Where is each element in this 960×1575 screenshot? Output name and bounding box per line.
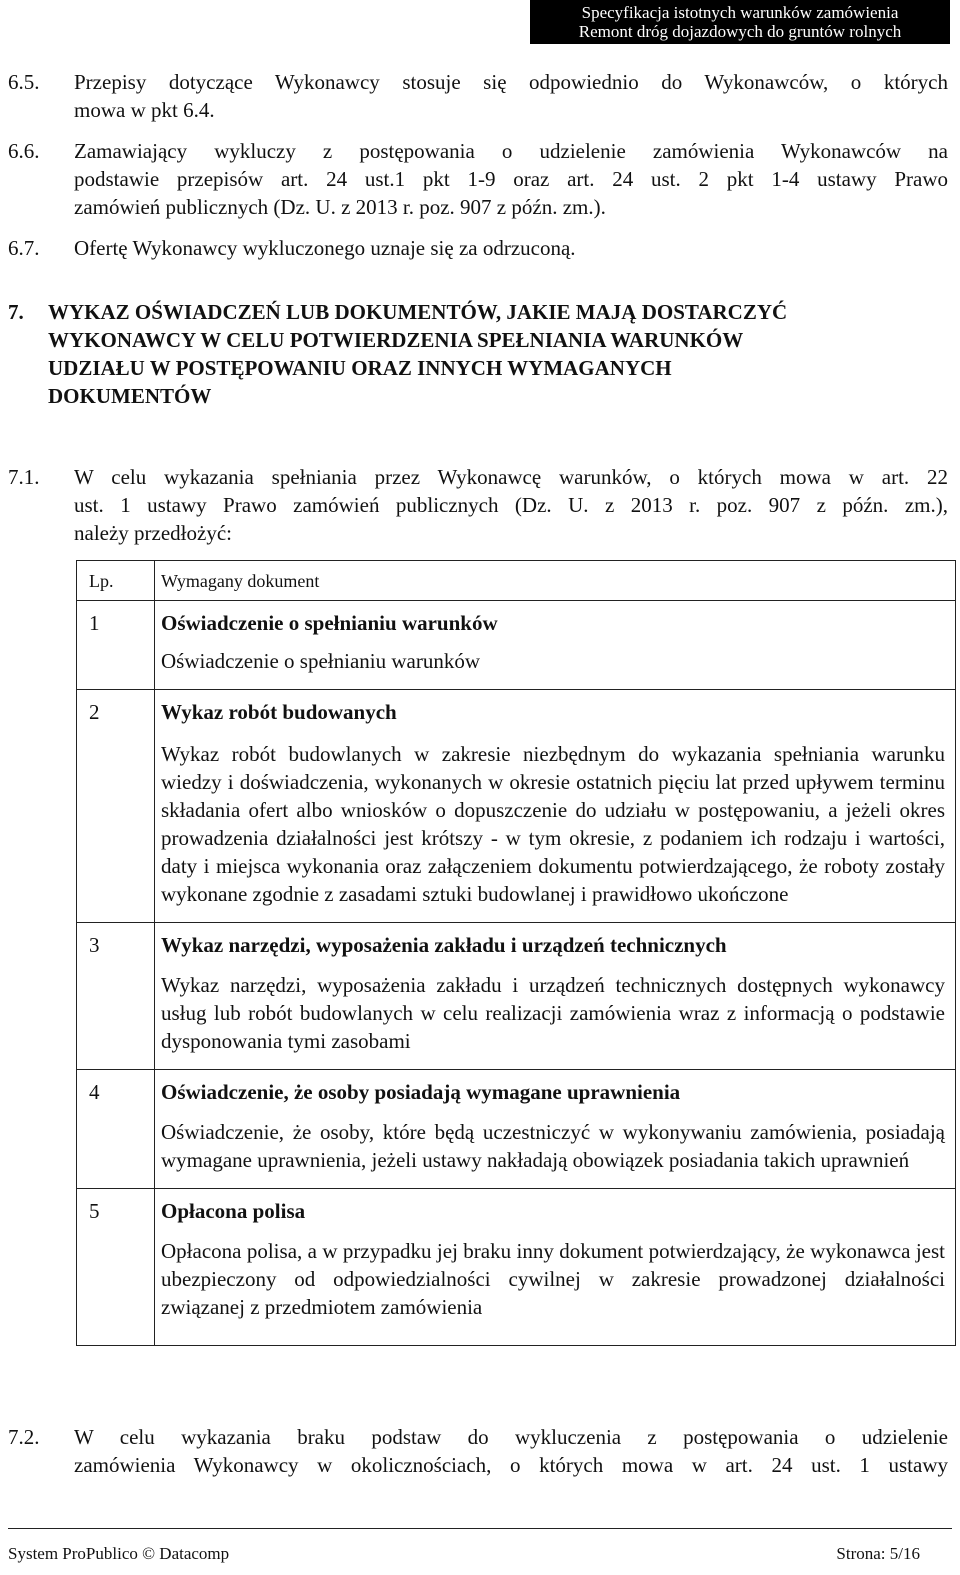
section-6-7 — [8, 234, 948, 262]
header-title: Specyfikacja istotnych warunków zamówienia — [581, 3, 899, 22]
document-description: Oświadczenie o spełnianiu warunków — [161, 649, 480, 673]
row-content — [155, 601, 956, 690]
section-number: 6.6. — [8, 139, 40, 163]
footer-page-number: Strona: 5/16 — [836, 1544, 920, 1563]
section-number: 6.5. — [8, 70, 40, 94]
section-7-heading — [8, 298, 948, 410]
section-text: Ofertę Wykonawcy wykluczonego uznaje się za odrzuconą. — [74, 236, 576, 260]
table-row — [77, 1189, 956, 1346]
section-7-1 — [8, 463, 948, 547]
documents-table — [76, 560, 956, 1346]
table-row — [77, 690, 956, 923]
row-content — [155, 690, 956, 923]
section-text: W celu wykazania spełniania przez Wykonawcę warunków, o których mowa w art. 22 ust. 1 ustawy Prawo zamówień publicznych (Dz. U. z 2013 r. poz. 907 z późn. zm.), należy przedłożyć: — [74, 465, 948, 545]
heading-text: WYKAZ OŚWIADCZEŃ LUB DOKUMENTÓW, JAKIE MAJĄ DOSTARCZYĆ WYKONAWCY W CELU POTWIERDZENIA SPEŁNIANIA WARUNKÓW UDZIAŁU W POSTĘPOWANIU ORAZ INNYCH WYMAGANYCH DOKUMENTÓW — [48, 300, 788, 408]
row-number: 4 — [77, 1070, 155, 1189]
document-description: Wykaz narzędzi, wyposażenia zakładu i urządzeń technicznych dostępnych wykonawcy usług lub robót budowlanych w celu realizacji zamówienia wraz z informacją o podstawie dysponowania tymi zasobami — [161, 973, 945, 1053]
document-description: Oświadczenie, że osoby, które będą uczestniczyć w wykonywaniu zamówienia, posiadają wymagane uprawnienia, jeżeli ustawy nakładają obowiązek posiadania takich uprawnień — [161, 1120, 945, 1172]
page-header — [530, 0, 950, 44]
document-title: Oświadczenie o spełnianiu warunków — [161, 611, 498, 635]
table-row — [77, 923, 956, 1070]
section-text: Przepisy dotyczące Wykonawcy stosuje się odpowiednio do Wykonawców, o których mowa w pkt 6.4. — [74, 70, 948, 122]
section-number: 7. — [8, 300, 24, 324]
row-content — [155, 923, 956, 1070]
section-number: 7.2. — [8, 1425, 40, 1449]
table-header-row — [77, 561, 956, 601]
section-6-6 — [8, 137, 948, 221]
document-description: Opłacona polisa, a w przypadku jej braku inny dokument potwierdzający, że wykonawca jest ubezpieczony od odpowiedzialności cywilnej w zakresie prowadzonej działalności związanej z przedmiotem zamówienia — [161, 1239, 945, 1319]
row-number: 1 — [77, 601, 155, 690]
column-header-document: Wymagany dokument — [155, 561, 956, 601]
row-number: 3 — [77, 923, 155, 1070]
section-number: 7.1. — [8, 465, 40, 489]
document-title: Wykaz robót budowanych — [161, 700, 397, 724]
document-description: Wykaz robót budowlanych w zakresie niezbędnym do wykazania spełniania warunku wiedzy i doświadczenia, wykonanych w okresie ostatnich pięciu lat przed upływem terminu składania ofert albo wniosków o dopuszczenie do udziału w postępowaniu, a jeżeli okres prowadzenia działalności jest krótszy - w tym okresie, z podaniem ich rodzaju i wartości, daty i miejsca wykonania oraz załączeniem dokumentu potwierdzającego, że roboty zostały wykonane zgodnie z zasadami sztuki budowlanej i prawidłowo ukończone — [161, 742, 945, 906]
column-header-lp: Lp. — [77, 561, 155, 601]
row-content — [155, 1070, 956, 1189]
row-number: 2 — [77, 690, 155, 923]
section-text: Zamawiający wykluczy z postępowania o udzielenie zamówienia Wykonawców na podstawie przepisów art. 24 ust.1 pkt 1-9 oraz art. 24 ust. 2 pkt 1-4 ustawy Prawo zamówień publicznych (Dz. U. z 2013 r. poz. 907 z późn. zm.). — [74, 139, 948, 219]
footer-left: System ProPublico © Datacomp — [8, 1544, 230, 1563]
section-6-5 — [8, 68, 948, 124]
section-7-2 — [8, 1423, 948, 1479]
section-number: 6.7. — [8, 236, 40, 260]
row-content — [155, 1189, 956, 1346]
document-title: Wykaz narzędzi, wyposażenia zakładu i urządzeń technicznych — [161, 933, 727, 957]
document-title: Oświadczenie, że osoby posiadają wymagane uprawnienia — [161, 1080, 681, 1104]
table-row — [77, 601, 956, 690]
section-text: W celu wykazania braku podstaw do wykluczenia z postępowania o udzielenie zamówienia Wykonawcy w okolicznościach, o których mowa w art. 24 ust. 1 ustawy — [74, 1425, 948, 1477]
table-row — [77, 1070, 956, 1189]
footer-divider — [8, 1528, 952, 1529]
row-number: 5 — [77, 1189, 155, 1346]
header-subtitle: Remont dróg dojazdowych do gruntów rolnych — [578, 22, 902, 41]
document-title: Opłacona polisa — [161, 1199, 306, 1223]
